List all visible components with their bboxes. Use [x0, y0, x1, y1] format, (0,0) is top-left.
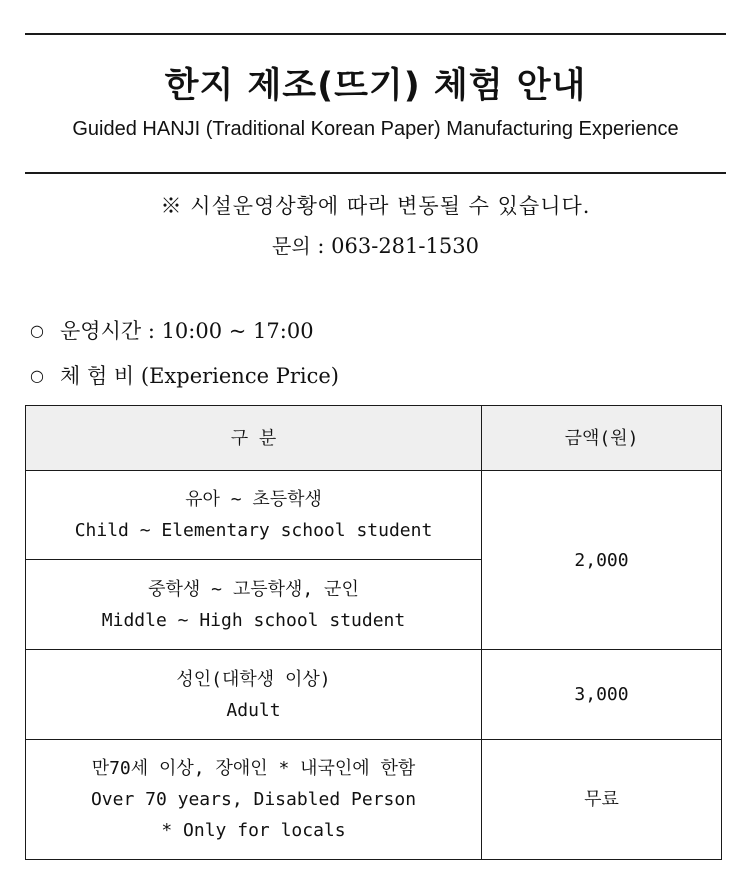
category-note: * Only for locals	[161, 820, 346, 841]
table-row	[26, 471, 722, 560]
page-title: 한지 제조(뜨기) 체험 안내	[164, 66, 587, 106]
table-header-row	[26, 406, 722, 471]
contact-line	[0, 230, 751, 259]
header-price: 금액(원)	[482, 406, 722, 471]
notice-text: ※ 시설운영상황에 따라 변동될 수 있습니다.	[160, 194, 591, 218]
category-english: Adult	[226, 699, 281, 721]
contact-separator: :	[317, 234, 325, 258]
bullet-operating-hours	[30, 315, 314, 345]
price-cell: 3,000	[482, 650, 722, 740]
category-korean: 성인(대학생 이상)	[176, 668, 331, 690]
top-rule	[25, 33, 726, 35]
category-cell	[26, 740, 482, 860]
category-cell	[26, 471, 482, 560]
contact-phone: 063-281-1530	[331, 234, 479, 258]
category-english: Middle ~ High school student	[101, 609, 406, 631]
category-korean: 중학생 ~ 고등학생, 군인	[148, 578, 359, 600]
operating-hours-text: 운영시간 : 10:00 ~ 17:00	[60, 319, 314, 343]
bullet-experience-price	[30, 360, 339, 390]
category-english: Child ~ Elementary school student	[74, 520, 433, 541]
price-cell: 2,000	[482, 471, 722, 650]
header-bottom-rule	[25, 172, 726, 174]
category-english: Over 70 years, Disabled Person	[90, 789, 417, 810]
category-cell	[26, 560, 482, 650]
page-subtitle: Guided HANJI (Traditional Korean Paper) Manufacturing Experience	[72, 118, 679, 140]
table-row	[26, 740, 722, 860]
header-category: 구 분	[26, 406, 482, 471]
circle-bullet-icon: ○	[30, 366, 44, 385]
price-cell: 무료	[482, 740, 722, 860]
category-korean: 유아 ~ 초등학생	[185, 489, 322, 510]
category-korean: 만70세 이상, 장애인 * 내국인에 한함	[91, 758, 416, 779]
contact-label: 문의	[272, 234, 311, 258]
table-row	[26, 650, 722, 740]
category-cell	[26, 650, 482, 740]
experience-price-text: 체 험 비 (Experience Price)	[60, 364, 339, 388]
price-table	[25, 405, 722, 860]
circle-bullet-icon: ○	[30, 321, 44, 340]
